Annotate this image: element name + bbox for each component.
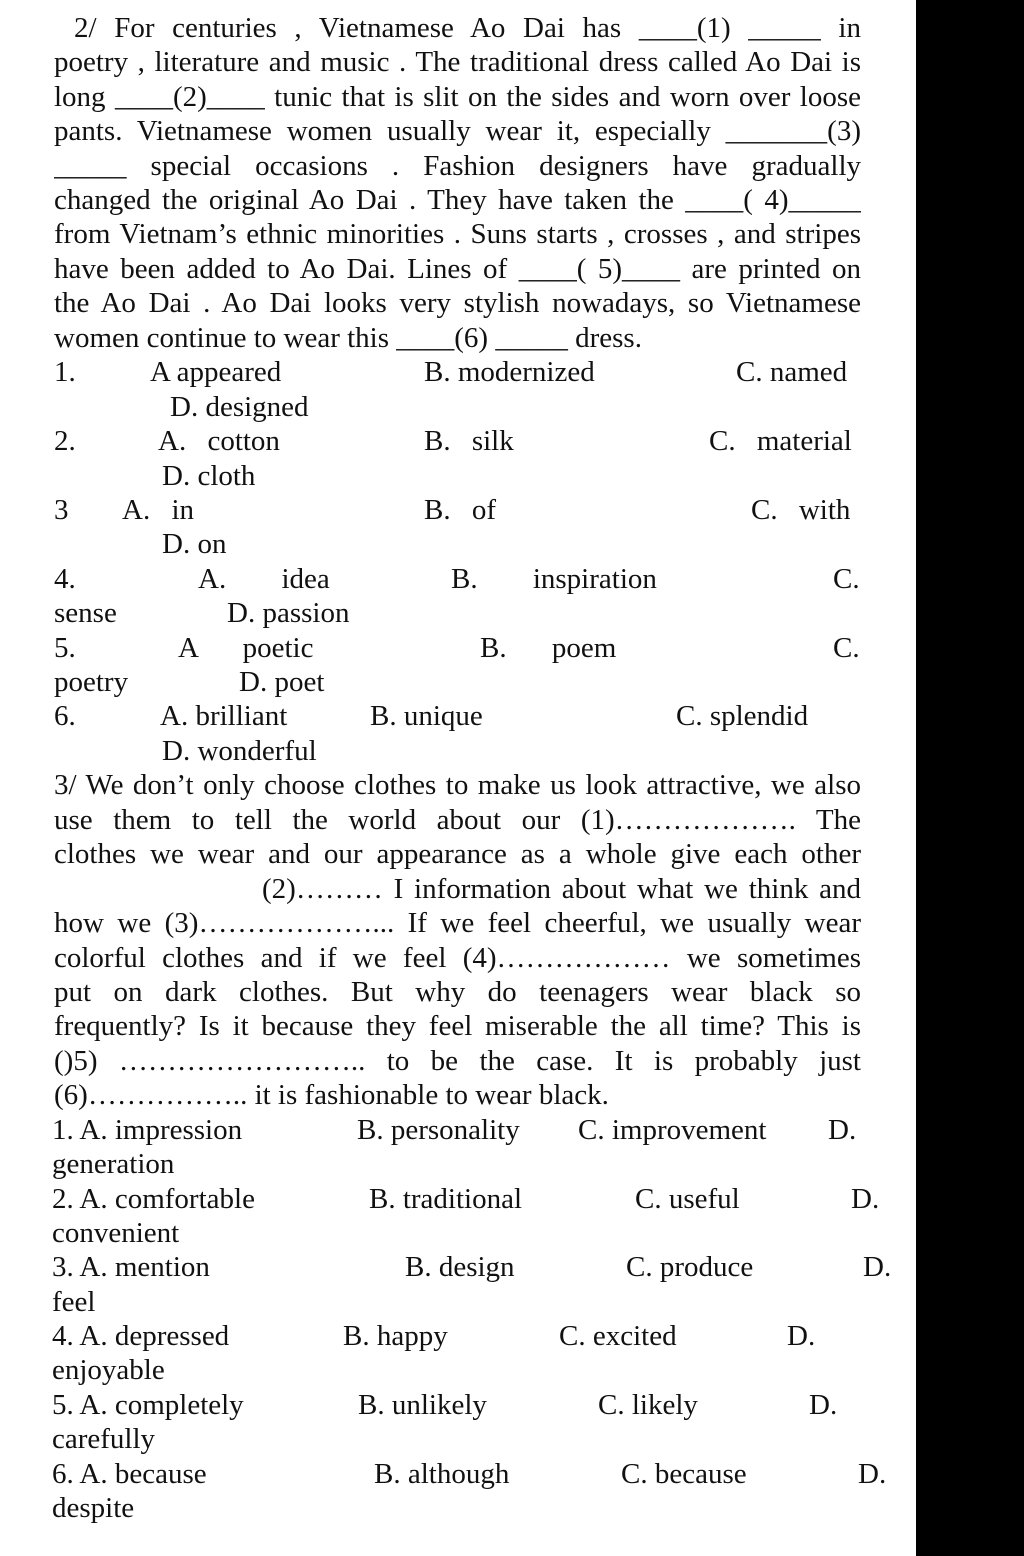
option-c: C. produce	[626, 1251, 754, 1283]
option-a: 6. A. because	[52, 1458, 207, 1490]
question-number: 4.	[54, 563, 76, 595]
option-d-word: feel	[52, 1286, 96, 1318]
option-b: B. modernized	[424, 356, 595, 388]
option-c: C. splendid	[676, 700, 809, 732]
option-d-word: generation	[52, 1148, 175, 1180]
question-number: 1.	[54, 356, 76, 388]
s2-passage-line: pants. Vietnamese women usually wear it, especially _______(3)	[54, 115, 861, 147]
s3-question-1	[52, 1113, 872, 1147]
s2-passage-line: women continue to wear this ____(6) _____ dress.	[54, 322, 642, 354]
s3-question-4	[52, 1319, 872, 1353]
s3-question-6	[52, 1457, 887, 1491]
option-d-label: D.	[787, 1320, 816, 1352]
option-a: A. cotton	[158, 425, 280, 457]
s3-passage-line: ()5) …………………….. to be the case. It is probably just	[54, 1045, 861, 1077]
option-c: C. improvement	[578, 1114, 767, 1146]
option-c-word: poetry	[54, 666, 129, 698]
option-d: D. designed	[170, 391, 309, 423]
question-number: 3	[54, 494, 69, 526]
s3-question-3	[52, 1250, 892, 1284]
option-b: B. silk	[424, 425, 514, 457]
option-d: D. wonderful	[162, 735, 317, 767]
s3-passage-line: (6)…………….. it is fashionable to wear black.	[54, 1079, 609, 1111]
option-d-label: D.	[863, 1251, 892, 1283]
s3-passage-line: use them to tell the world about our (1)………………. The	[54, 804, 861, 836]
option-c-word: sense	[54, 597, 117, 629]
option-b: B. poem	[480, 632, 617, 664]
option-d-word: carefully	[52, 1423, 156, 1455]
s2-passage-line: long ____(2)____ tunic that is slit on the sides and worn over loose	[54, 81, 861, 113]
s2-question-2	[54, 424, 874, 458]
option-b: B. unique	[370, 700, 483, 732]
option-d-label: D.	[851, 1183, 880, 1215]
question-number: 5.	[54, 632, 76, 664]
option-a: 2. A. comfortable	[52, 1183, 255, 1215]
option-c-label: C.	[833, 563, 860, 595]
s3-question-5	[52, 1388, 872, 1422]
option-d-word: despite	[52, 1492, 135, 1524]
s3-passage-line: put on dark clothes. But why do teenagers wear black so	[54, 976, 861, 1008]
option-d: D. poet	[239, 666, 325, 698]
s2-passage-line: poetry , literature and music . The traditional dress called Ao Dai is	[54, 46, 861, 78]
option-d-label: D.	[809, 1389, 838, 1421]
option-b: B. although	[374, 1458, 510, 1490]
option-a: A poetic	[178, 632, 314, 664]
s2-question-4	[54, 562, 874, 596]
s2-question-3	[54, 493, 874, 527]
option-c: C. with	[751, 494, 851, 526]
s3-passage-line: how we (3)………………... If we feel cheerful, we usually wear	[54, 907, 861, 939]
question-number: 6.	[54, 700, 76, 732]
option-c: C. material	[709, 425, 852, 457]
right-black-margin	[916, 0, 1024, 1556]
option-a: 5. A. completely	[52, 1389, 244, 1421]
s2-passage-line: _____ special occasions . Fashion designers have gradually	[54, 150, 861, 182]
option-d-word: convenient	[52, 1217, 180, 1249]
option-c: C. useful	[635, 1183, 740, 1215]
s2-question-5	[54, 631, 874, 665]
option-d: D. passion	[227, 597, 350, 629]
option-b: B. traditional	[369, 1183, 523, 1215]
option-a: 4. A. depressed	[52, 1320, 230, 1352]
option-c-label: C.	[833, 632, 860, 664]
option-b: B. unlikely	[358, 1389, 487, 1421]
option-a: 1. A. impression	[52, 1114, 243, 1146]
option-d-word: enjoyable	[52, 1354, 165, 1386]
s3-passage-line: (2)……… I information about what we think and	[262, 873, 861, 905]
option-c: C. because	[621, 1458, 747, 1490]
option-a: A appeared	[150, 356, 282, 388]
option-b: B. inspiration	[451, 563, 657, 595]
option-a: A. brilliant	[160, 700, 288, 732]
s3-passage-line: clothes we wear and our appearance as a whole give each other	[54, 838, 861, 870]
option-b: B. of	[424, 494, 496, 526]
s2-question-6	[54, 699, 874, 733]
option-c: C. excited	[559, 1320, 677, 1352]
option-c: C. named	[736, 356, 848, 388]
option-d: D. on	[162, 528, 227, 560]
s3-question-2	[52, 1182, 880, 1216]
s3-passage-line: frequently? Is it because they feel miserable the all time? This is	[54, 1010, 861, 1042]
s3-passage-line: 3/ We don’t only choose clothes to make us look attractive, we also	[54, 769, 861, 801]
s2-passage-line: from Vietnam’s ethnic minorities . Suns starts , crosses , and stripes	[54, 218, 861, 250]
option-d-label: D.	[858, 1458, 887, 1490]
s2-question-1	[54, 355, 874, 389]
question-number: 2.	[54, 425, 76, 457]
option-b: B. happy	[343, 1320, 448, 1352]
option-a: 3. A. mention	[52, 1251, 210, 1283]
s2-passage-line: have been added to Ao Dai. Lines of ____( 5)____ are printed on	[54, 253, 861, 285]
option-d-label: D.	[828, 1114, 857, 1146]
s2-passage-line: changed the original Ao Dai . They have taken the ____( 4)_____	[54, 184, 861, 216]
option-a: A. in	[122, 494, 194, 526]
option-c: C. likely	[598, 1389, 698, 1421]
s2-passage-line: 2/ For centuries , Vietnamese Ao Dai has ____(1) _____ in	[74, 12, 861, 44]
option-d: D. cloth	[162, 460, 256, 492]
option-a: A. idea	[198, 563, 330, 595]
s2-passage-line: the Ao Dai . Ao Dai looks very stylish nowadays, so Vietnamese	[54, 287, 861, 319]
s3-passage-line: colorful clothes and if we feel (4)……………… we sometimes	[54, 942, 861, 974]
option-b: B. personality	[357, 1114, 520, 1146]
option-b: B. design	[405, 1251, 515, 1283]
